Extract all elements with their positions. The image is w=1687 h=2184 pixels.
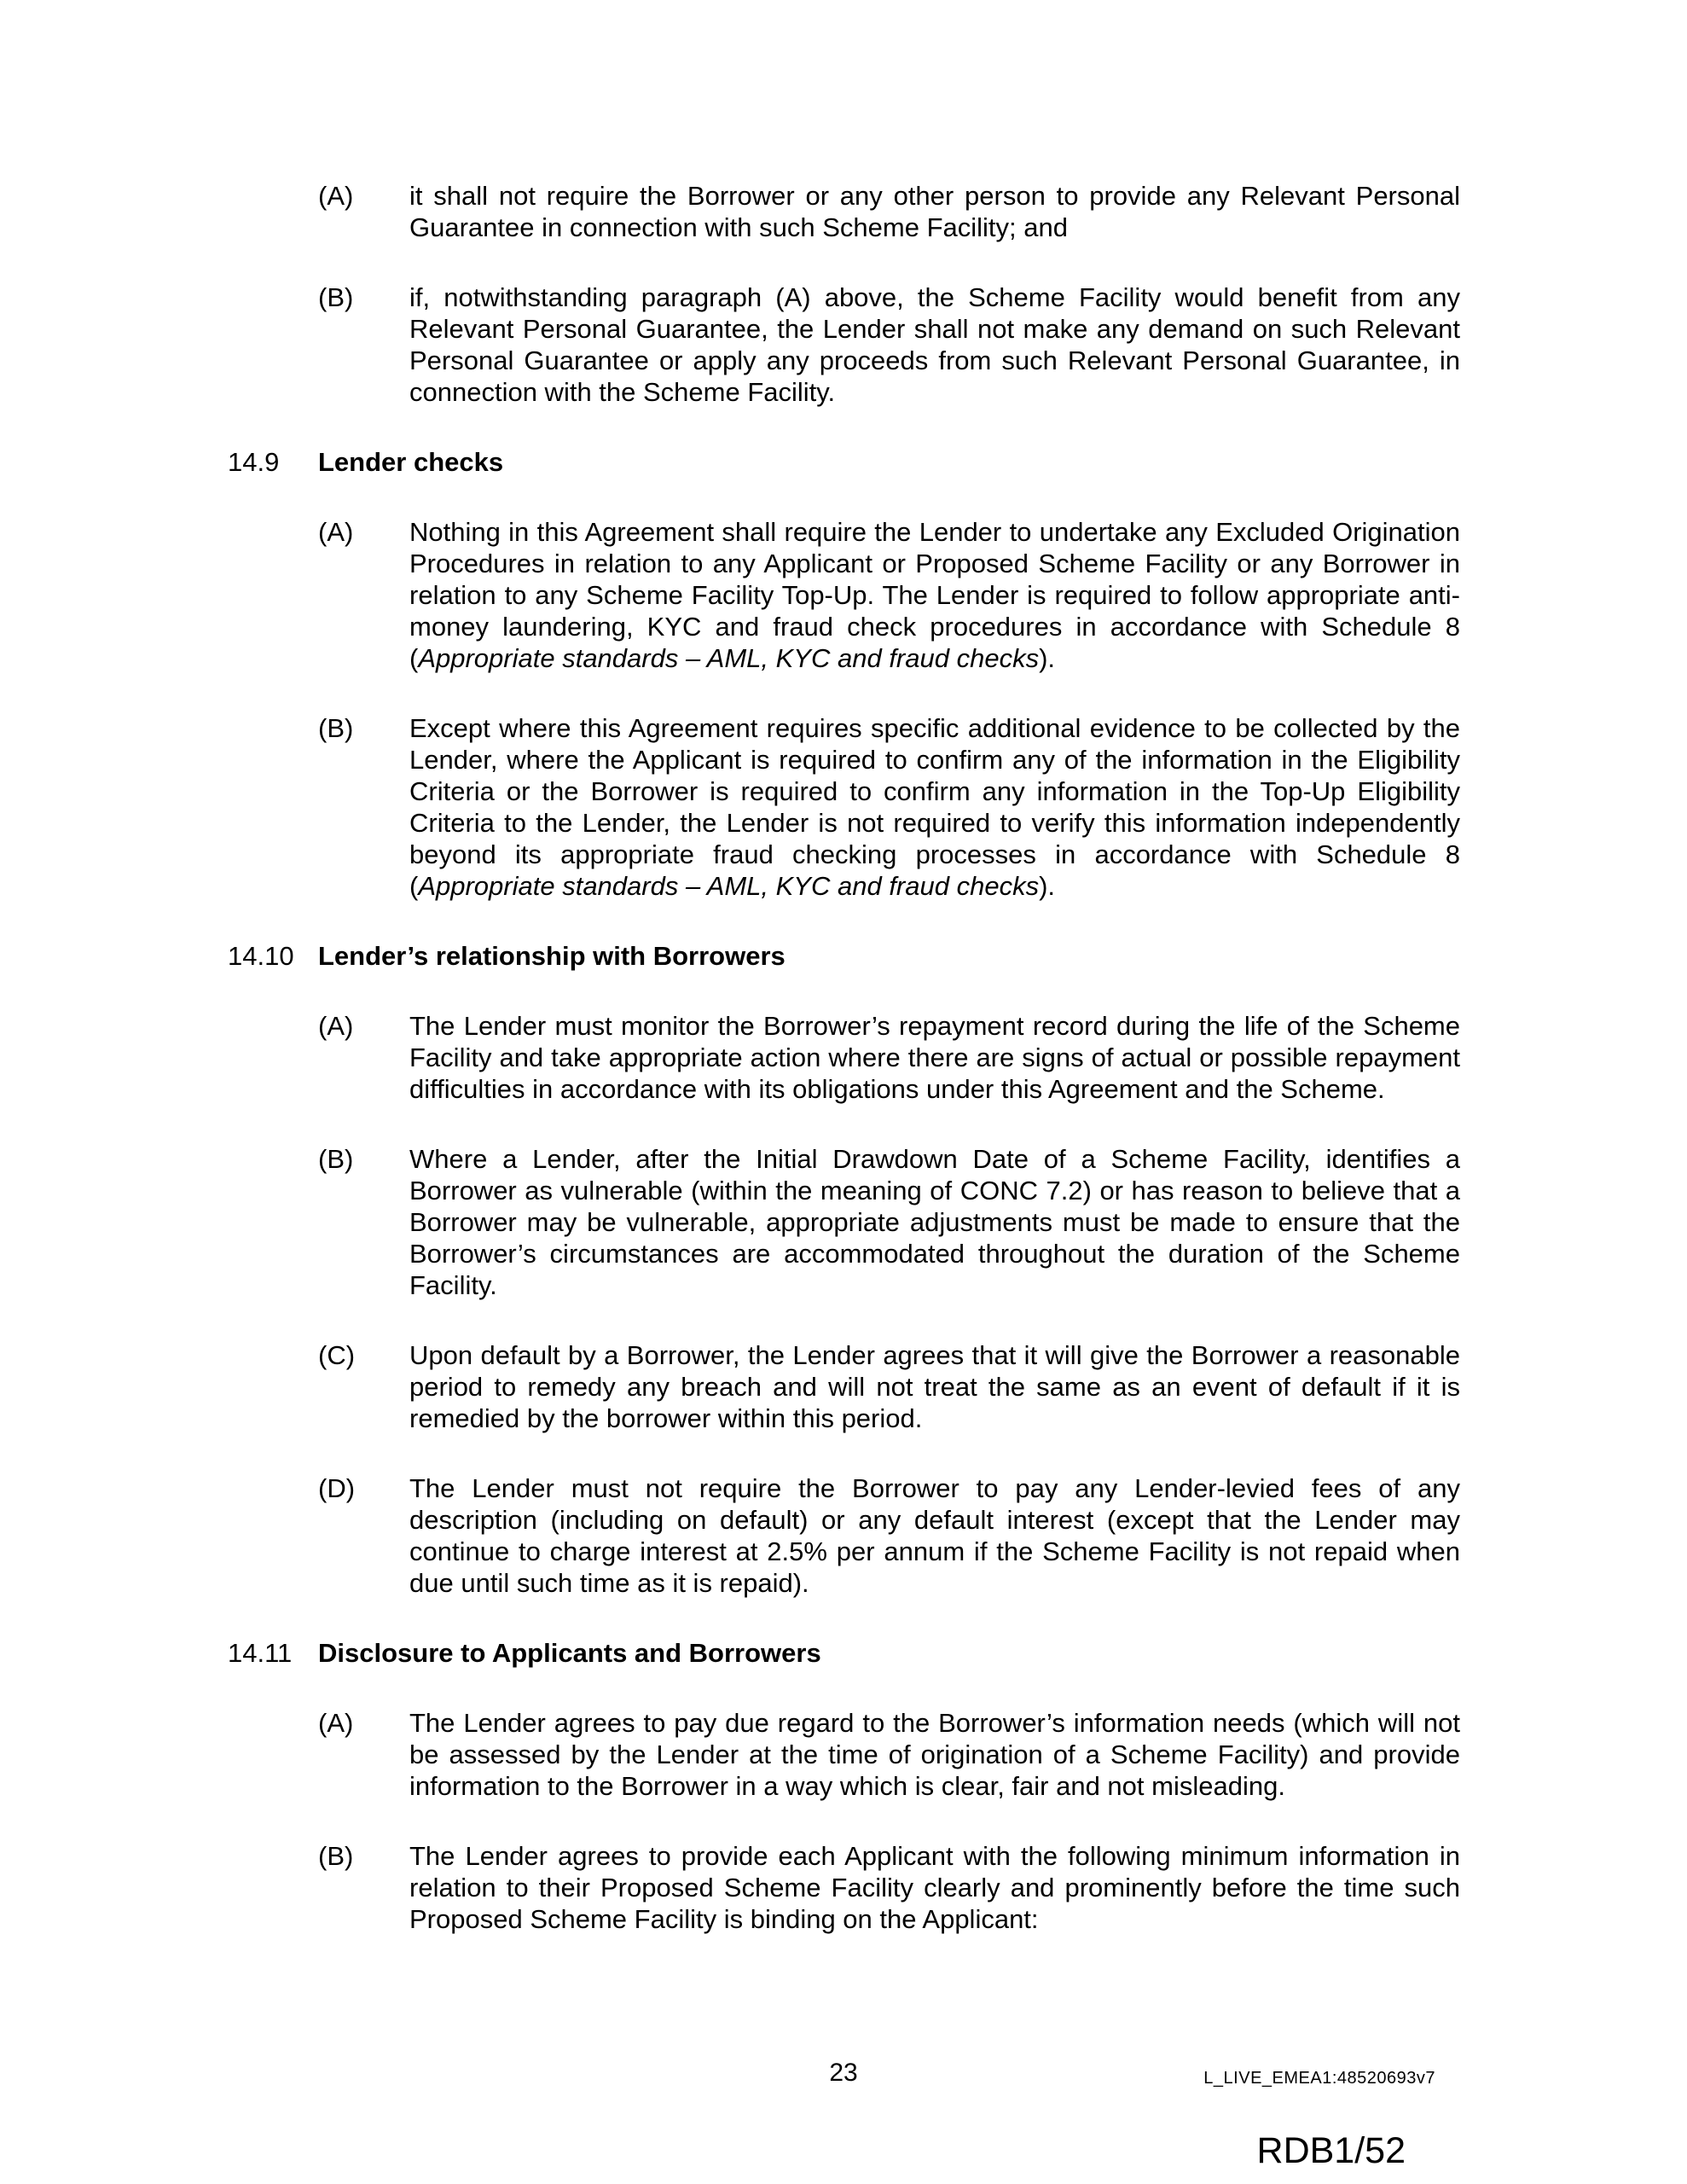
clause-marker: (B) xyxy=(318,1841,354,1871)
section-number: 14.10 xyxy=(228,941,294,971)
section-title: Lender’s relationship with Borrowers xyxy=(318,941,786,971)
clause-marker: (C) xyxy=(318,1340,356,1370)
intro-clause-b xyxy=(318,282,1460,408)
section-number: 14.9 xyxy=(228,447,280,477)
page-number: 23 xyxy=(829,2059,858,2087)
document-reference: L_LIVE_EMEA1:48520693v7 xyxy=(1203,2069,1435,2088)
clause-marker: (A) xyxy=(318,517,354,547)
clause-14-9-a xyxy=(318,516,1460,674)
clause-marker: (A) xyxy=(318,1708,354,1738)
clause-text: The Lender must not require the Borrower to pay any Lender-levied fees of any description (including on default) or any default interest (except that the Lender may continue to charge interest at 2.5% per annum if the Scheme Facility is not repaid when due until such time as it is repaid). xyxy=(409,1473,1460,1598)
clause-marker: (A) xyxy=(318,181,354,211)
clause-marker: (A) xyxy=(318,1011,354,1041)
clause-text-roman: ). xyxy=(1039,871,1056,901)
clause-marker: (B) xyxy=(318,713,354,743)
section-number: 14.11 xyxy=(228,1638,293,1668)
clause-text-italic: Appropriate standards – AML, KYC and fraud checks xyxy=(418,871,1040,901)
clause-text-roman: ). xyxy=(1039,643,1056,673)
clause-text-roman: Nothing in this Agreement shall require the Lender to undertake any Excluded Origination Procedures in relation to any Applicant or Proposed Scheme Facility or any Borrower in relation to any Scheme Facility Top-Up. The Lender is required to follow appropriate anti-money laundering, KYC and fraud check procedures in accordance with Schedule 8 ( xyxy=(409,517,1460,673)
clause-14-11-b xyxy=(318,1840,1460,1935)
clause-marker: (B) xyxy=(318,282,354,312)
section-heading-14-9 xyxy=(228,446,1460,478)
clause-marker: (B) xyxy=(318,1144,354,1174)
section-heading-14-11 xyxy=(228,1637,1460,1669)
clause-text: The Lender agrees to provide each Applicant with the following minimum information in relation to their Proposed Scheme Facility clearly and prominently before the time such Proposed Scheme Facility is binding on the Applicant: xyxy=(409,1841,1460,1934)
clause-text: it shall not require the Borrower or any other person to provide any Relevant Personal Guarantee in connection with such Scheme Facility; and xyxy=(409,181,1460,242)
clause-text-italic: Appropriate standards – AML, KYC and fraud checks xyxy=(418,643,1040,673)
clause-text: The Lender agrees to pay due regard to the Borrower’s information needs (which will not be assessed by the Lender at the time of origination of a Scheme Facility) and provide information to the Borrower in a way which is clear, fair and not misleading. xyxy=(409,1708,1460,1801)
clause-text: Where a Lender, after the Initial Drawdown Date of a Scheme Facility, identifies a Borrower as vulnerable (within the meaning of CONC 7.2) or has reason to believe that a Borrower may be vulnerable, appropriate adjustments must be made to ensure that the Borrower’s circumstances are accommodated throughout the duration of the Scheme Facility. xyxy=(409,1144,1460,1300)
clause-14-10-a xyxy=(318,1010,1460,1105)
clause-text: Upon default by a Borrower, the Lender agrees that it will give the Borrower a reasonable period to remedy any breach and will not treat the same as an event of default if it is remedied by the borrower within this period. xyxy=(409,1340,1460,1433)
clause-text xyxy=(409,712,1460,902)
document-content xyxy=(228,180,1460,1973)
section-heading-14-10 xyxy=(228,940,1460,972)
exhibit-stamp: RDB1/52 xyxy=(1256,2130,1406,2171)
section-title: Lender checks xyxy=(318,447,504,477)
clause-14-9-b xyxy=(318,712,1460,902)
clause-text xyxy=(409,516,1460,674)
clause-14-10-c xyxy=(318,1339,1460,1434)
clause-text-roman: Except where this Agreement requires specific additional evidence to be collected by the Lender, where the Applicant is required to confirm any of the information in the Eligibility Criteria or the Borrower is required to confirm any information in the Top-Up Eligibility Criteria to the Lender, the Lender is not required to verify this information independently beyond its appropriate fraud checking processes in accordance with Schedule 8 ( xyxy=(409,713,1460,901)
intro-clause-a xyxy=(318,180,1460,243)
clause-text: The Lender must monitor the Borrower’s repayment record during the life of the Scheme Facility and take appropriate action where there are signs of actual or possible repayment difficulties in accordance with its obligations under this Agreement and the Scheme. xyxy=(409,1011,1460,1104)
clause-text: if, notwithstanding paragraph (A) above, the Scheme Facility would benefit from any Relevant Personal Guarantee, the Lender shall not make any demand on such Relevant Personal Guarantee or apply any proceeds from such Relevant Personal Guarantee, in connection with the Scheme Facility. xyxy=(409,282,1460,407)
clause-14-10-d xyxy=(318,1472,1460,1599)
section-title: Disclosure to Applicants and Borrowers xyxy=(318,1638,821,1668)
clause-14-10-b xyxy=(318,1143,1460,1301)
clause-marker: (D) xyxy=(318,1473,356,1503)
clause-14-11-a xyxy=(318,1707,1460,1802)
